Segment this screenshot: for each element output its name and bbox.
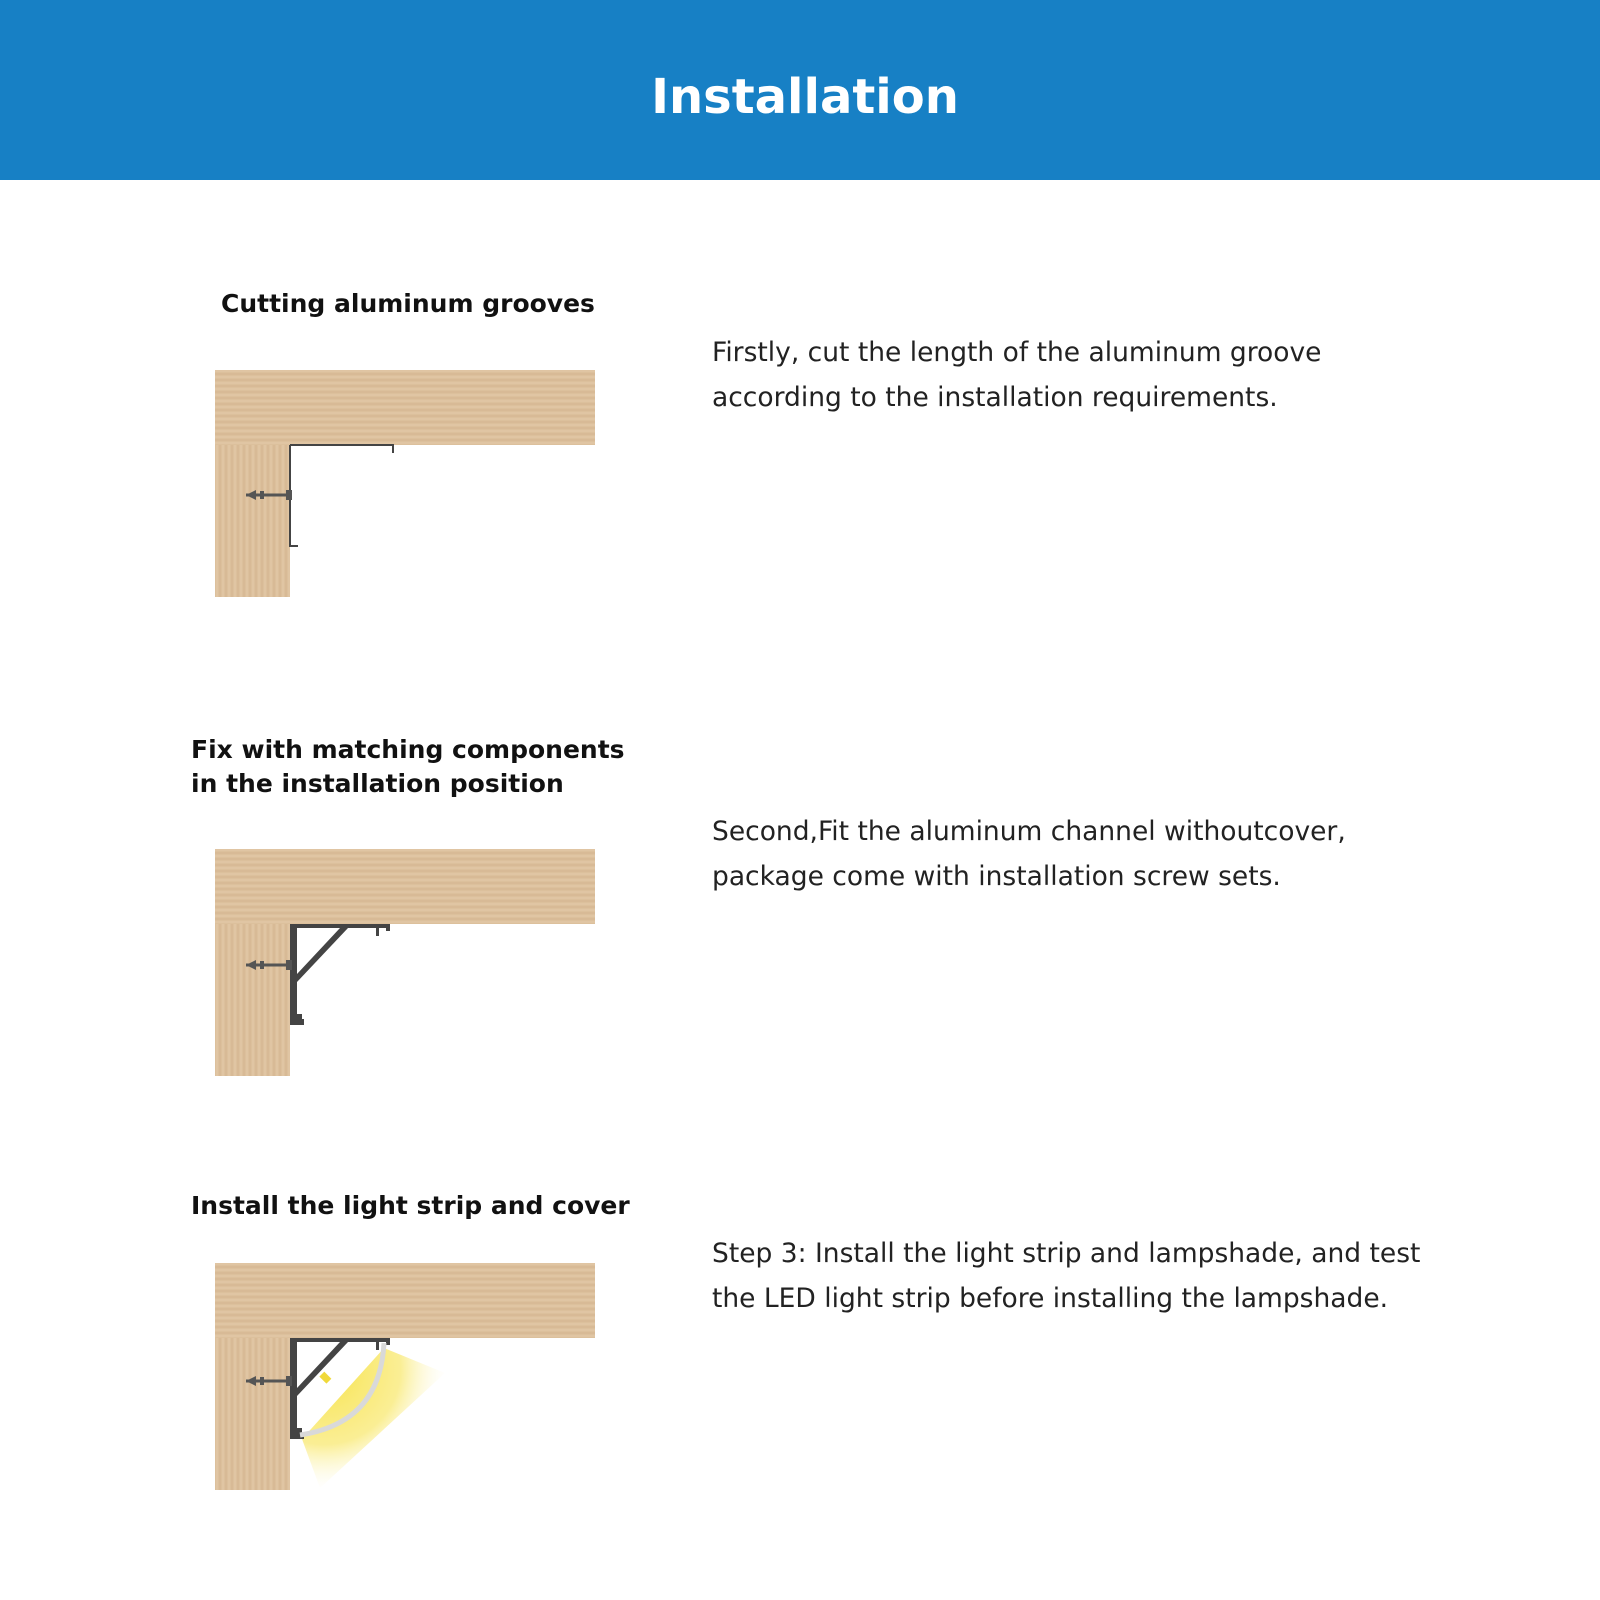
step-1-desc-line-2: according to the installation requirements. — [712, 382, 1278, 413]
wood-shelf-top — [215, 370, 595, 445]
wood-shelf-top — [215, 849, 595, 924]
page-title: Installation — [651, 69, 959, 125]
step-1-heading — [221, 287, 595, 321]
step-2-heading-line-1: Fix with matching components — [191, 735, 625, 764]
led-light-beam — [302, 1348, 445, 1488]
step-2-heading-line-2: in the installation position — [191, 769, 564, 798]
header-banner — [0, 0, 1600, 180]
led-strip — [319, 1372, 331, 1384]
step-2-heading — [191, 733, 625, 801]
step-3-heading-line: Install the light strip and cover — [191, 1191, 630, 1220]
wood-shelf-top — [215, 1263, 595, 1338]
step-3-figure — [200, 1253, 620, 1493]
step-1-figure — [200, 360, 620, 600]
step-3-desc-line-1: Step 3: Install the light strip and lampshade, and test — [712, 1238, 1421, 1269]
wood-panel-side — [215, 1338, 290, 1490]
step-2-description — [712, 809, 1532, 899]
wood-panel-side — [215, 924, 290, 1076]
groove-outline-top — [290, 445, 393, 453]
wood-panel-side — [215, 445, 290, 597]
step-3-description — [712, 1231, 1532, 1321]
step-1-description — [712, 330, 1532, 420]
aluminum-channel-icon — [290, 924, 390, 1025]
step-1-desc-line-1: Firstly, cut the length of the aluminum groove — [712, 337, 1322, 368]
step-3-desc-line-2: the LED light strip before installing the lampshade. — [712, 1283, 1389, 1314]
step-2-figure — [200, 839, 620, 1079]
step-1-heading-line: Cutting aluminum grooves — [221, 289, 595, 318]
step-2-desc-line-1: Second,Fit the aluminum channel withoutcover, — [712, 816, 1346, 847]
step-2-desc-line-2: package come with installation screw sets. — [712, 861, 1281, 892]
step-3-heading — [191, 1189, 630, 1223]
